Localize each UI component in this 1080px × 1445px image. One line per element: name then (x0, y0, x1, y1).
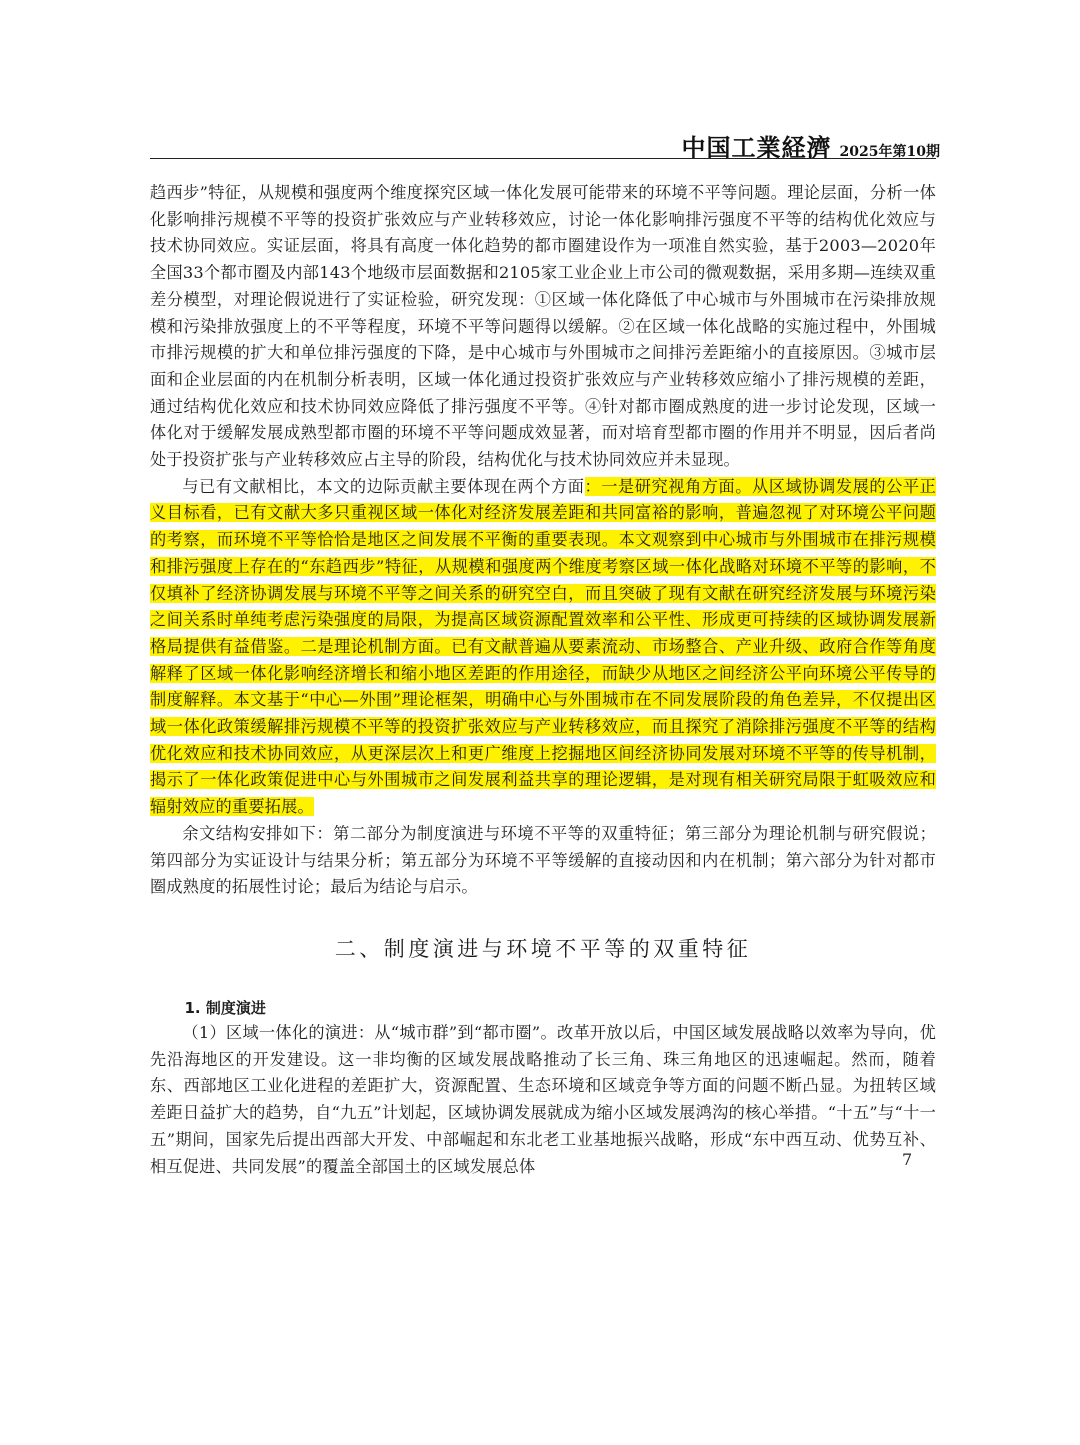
paragraph-contributions (150, 474, 936, 821)
body-text (150, 180, 936, 1180)
header-rule (150, 158, 936, 159)
journal-logo: 中国工業経濟 (681, 134, 832, 162)
paragraph-evolution: （1）区域一体化的演进：从“城市群”到“都市圈”。改革开放以后，中国区域发展战略以效率为导向，优先沿海地区的开发建设。这一非均衡的区域发展战略推动了长三角、珠三角地区的迅速崛起。然而，随着东、西部地区工业化进程的差距扩大，资源配置、生态环境和区域竞争等方面的问题不断凸显。为扭转区域差距日益扩大的趋势，自“九五”计划起，区域协调发展就成为缩小区域发展鸿沟的核心举措。“十五”与“十一五”期间，国家先后提出西部大开发、中部崛起和东北老工业基地振兴战略，形成“东中西互动、优势互补、相互促进、共同发展”的覆盖全部国土的区域发展总体 (150, 1022, 936, 1176)
section-title: 二、制度演进与环境不平等的双重特征 (334, 936, 752, 961)
page-number: 7 (902, 1150, 913, 1169)
paragraph-findings: 趋西步”特征，从规模和强度两个维度探究区域一体化发展可能带来的环境不平等问题。理论层面，分析一体化影响排污规模不平等的投资扩张效应与产业转移效应，讨论一体化影响排污强度不平等的结构优化效应与技术协同效应。实证层面，将具有高度一体化趋势的都市圈建设作为一项准自然实验，基于2003—2020年全国33个都市圈及内部143个地级市层面数据和2105家工业企业上市公司的微观数据，采用多期—连续双重差分模型，对理论假说进行了实证检验，研究发现：①区域一体化降低了中心城市与外围城市在污染排放规模和污染排放强度上的不平等程度，环境不平等问题得以缓解。②在区域一体化战略的实施过程中，外围城市排污规模的扩大和单位排污强度的下降，是中心城市与外围城市之间排污差距缩小的直接原因。③城市层面和企业层面的内在机制分析表明，区域一体化通过投资扩张效应与产业转移效应缩小了排污规模的差距，通过结构优化效应和技术协同效应降低了排污强度不平等。④针对都市圈成熟度的进一步讨论发现，区域一体化对于缓解发展成熟型都市圈的环境不平等问题成效显著，而对培育型都市圈的作用并不明显，因后者尚处于投资扩张与产业转移效应占主导的阶段，结构优化与技术协同效应并未显现。 (150, 183, 936, 470)
issue-label: 2025年第10期 (839, 144, 940, 160)
paragraph-structure: 余文结构安排如下：第二部分为制度演进与环境不平等的双重特征；第三部分为理论机制与研究假说；第四部分为实证设计与结果分析；第五部分为环境不平等缓解的直接动因和内在机制；第六部分为针对都市圈成熟度的拓展性讨论；最后为结论与启示。 (150, 823, 936, 897)
highlighted-text: ：一是研究视角方面。从区域协调发展的公平正义目标看，已有文献大多只重视区域一体化对经济发展差距和共同富裕的影响，普遍忽视了对环境公平问题的考察，而环境不平等恰恰是地区之间发展不平衡的重要表现。本文观察到中心城市与外围城市在排污规模和排污强度上存在的“东趋西步”特征，从规模和强度两个维度考察区域一体化战略对环境不平等的影响，不仅填补了经济协调发展与环境不平等之间关系的研究空白，而且突破了现有文献在研究经济发展与环境污染之间关系时单纯考虑污染强度的局限，为提高区域资源配置效率和公平性、形成更可持续的区域协调发展新格局提供有益借鉴。二是理论机制方面。已有文献普遍从要素流动、市场整合、产业升级、政府合作等角度解释了区域一体化影响经济增长和缩小地区差距的作用途径，而缺少从地区之间经济公平向环境公平传导的制度解释。本文基于“中心—外围”理论框架，明确中心与外围城市在不同发展阶段的角色差异，不仅提出区域一体化政策缓解排污规模不平等的投资扩张效应与产业转移效应，而且探究了消除排污强度不平等的结构优化效应和技术协同效应，从更深层次上和更广维度上挖掘地区间经济协同发展对环境不平等的传导机制，揭示了一体化政策促进中心与外围城市之间发展利益共享的理论逻辑，是对现有相关研究局限于虹吸效应和辐射效应的重要拓展。 (150, 476, 936, 817)
subsection-title: 1. 制度演进 (184, 998, 266, 1017)
contributions-intro: 与已有文献相比，本文的边际贡献主要体现在两个方面 (182, 476, 585, 496)
